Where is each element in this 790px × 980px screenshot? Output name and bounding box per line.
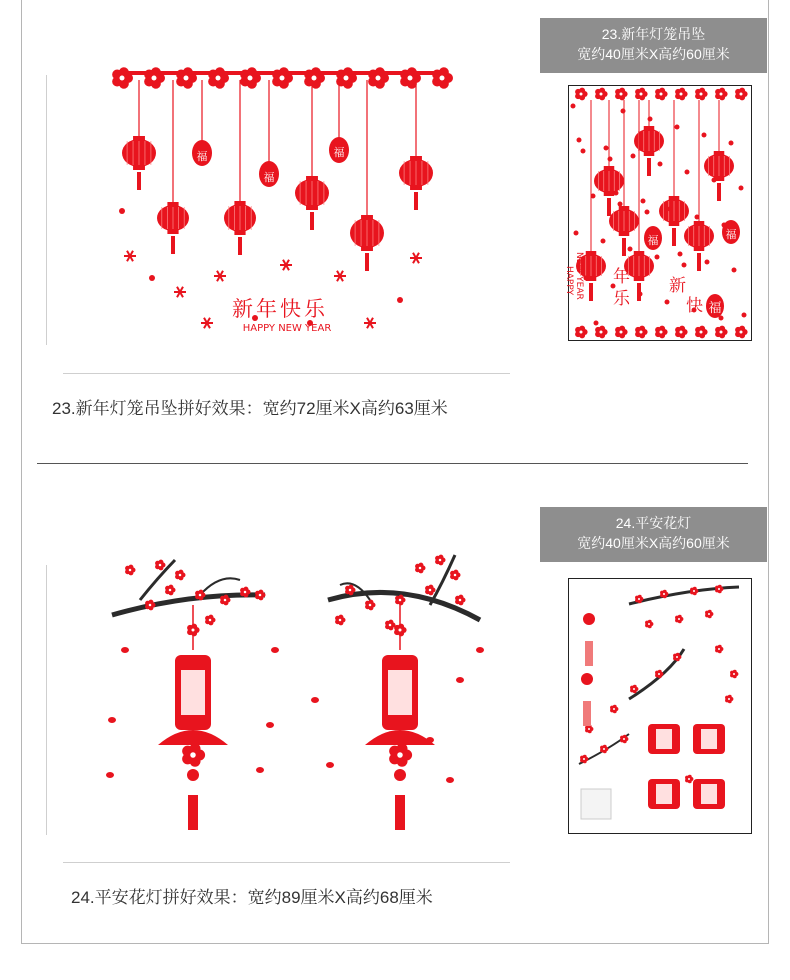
blossom-center <box>660 331 663 334</box>
sheet-dot <box>648 117 653 122</box>
lantern-tassel <box>414 192 418 210</box>
blossom-petal <box>178 570 183 575</box>
sheet-dot <box>608 157 613 162</box>
blossom-petal <box>338 615 343 620</box>
blossom-petal <box>679 326 685 332</box>
sheet-char-le: 乐 <box>613 289 630 309</box>
blossom-petal <box>348 585 353 590</box>
confetti-dot <box>149 275 155 281</box>
lantern-base <box>167 230 178 234</box>
blossom-center <box>159 564 162 567</box>
blossom-petal <box>718 585 722 589</box>
falling-petal <box>256 767 264 773</box>
sheet-tassel <box>585 641 593 666</box>
blossom-center <box>600 331 603 334</box>
sheet-dot <box>675 125 680 130</box>
blossom-center <box>663 593 665 595</box>
blossom-center <box>580 93 583 96</box>
preview-left-rule <box>46 75 47 345</box>
fu-character: 福 <box>333 146 345 159</box>
fu-character: 福 <box>196 150 208 163</box>
sheet-knot <box>583 613 595 625</box>
sheet-dot <box>702 133 707 138</box>
sheet-fu: 福 <box>725 228 737 241</box>
product-section-23 <box>0 0 790 465</box>
lantern-base <box>234 231 245 235</box>
blossom-center <box>459 599 462 602</box>
blossom-petal <box>583 755 587 759</box>
lantern-tassel <box>672 228 676 246</box>
blossom-petal <box>258 590 263 595</box>
blossom-center <box>620 93 623 96</box>
sheet-char-kuai: 快 <box>686 296 703 316</box>
blossom-center <box>349 589 352 592</box>
falling-petal <box>311 697 319 703</box>
falling-petal <box>266 722 274 728</box>
lantern-tassel <box>238 237 242 255</box>
blossom-petal <box>191 624 197 630</box>
blossom-petal <box>659 88 665 94</box>
blossom-petal <box>158 560 163 565</box>
lantern-tassel <box>607 198 611 216</box>
lantern-base <box>669 222 680 226</box>
blossom-center <box>184 76 189 81</box>
sheet-lamp-panel <box>701 784 717 804</box>
blossom-petal <box>398 624 404 630</box>
product-caption: 23.新年灯笼吊坠拼好效果：宽约72厘米X高约63厘米 <box>52 399 448 418</box>
lantern-tassel <box>137 172 141 190</box>
blossom-center <box>429 589 432 592</box>
blossom-petal <box>719 88 725 94</box>
blossom-petal <box>719 326 725 332</box>
sheet-dot <box>732 268 737 273</box>
blossom-center <box>640 331 643 334</box>
caption-rule <box>63 862 510 863</box>
lamp-knot <box>394 769 406 781</box>
blossom-center <box>120 76 125 81</box>
blossom-center <box>718 588 720 590</box>
blossom-center <box>603 748 605 750</box>
blossom-petal <box>619 326 625 332</box>
sticker-sheet-24 <box>568 578 752 834</box>
blossom-petal <box>658 670 662 674</box>
sheet-dot <box>665 300 670 305</box>
confetti-dot <box>119 208 125 214</box>
product-caption: 24.平安花灯拼好效果：宽约89厘米X高约68厘米 <box>71 888 433 907</box>
sheet-dot <box>601 239 606 244</box>
lantern-garland-illustration <box>100 68 460 358</box>
blossom-center <box>688 778 690 780</box>
blossom-petal <box>613 705 617 709</box>
sticker-sheet-23 <box>564 85 752 341</box>
blossom-petal <box>699 326 705 332</box>
blossom-center <box>588 728 590 730</box>
sheet-dot <box>641 199 646 204</box>
sheet-dot <box>729 141 734 146</box>
blossom-center <box>708 613 710 615</box>
blossom-center <box>720 93 723 96</box>
blossom-center <box>676 656 678 658</box>
section-divider <box>37 463 748 464</box>
lamp-panel <box>181 670 205 715</box>
sheet-lamp-panel <box>701 729 717 749</box>
sheet-dot <box>594 321 599 326</box>
blossom-center <box>399 599 402 602</box>
sheet-dot <box>678 252 683 257</box>
blossom-petal <box>458 595 463 600</box>
blossom-petal <box>679 88 685 94</box>
blossom-center <box>638 598 640 600</box>
blossom-petal <box>388 620 393 625</box>
lantern-base <box>361 247 373 251</box>
preview-left-rule <box>46 565 47 835</box>
blossom-petal <box>223 595 228 600</box>
blossom-petal <box>148 600 153 605</box>
blossom-center <box>376 76 381 81</box>
blossom-center <box>190 752 196 758</box>
blossom-petal <box>699 88 705 94</box>
blossom-center <box>660 93 663 96</box>
falling-petal <box>476 647 484 653</box>
sheet-dot <box>719 316 724 321</box>
blossom-petal <box>739 326 745 332</box>
lantern-tassel <box>589 283 593 301</box>
blossom-center <box>149 604 152 607</box>
english-greeting-text: HAPPY NEW YEAR <box>242 323 332 334</box>
blossom-center <box>733 673 735 675</box>
sheet-lamp-panel <box>656 729 672 749</box>
blossom-center <box>600 93 603 96</box>
blossom-petal <box>708 610 712 614</box>
blossom-petal <box>659 326 665 332</box>
sheet-char-nian: 年 <box>613 267 630 287</box>
blossom-center <box>192 629 195 632</box>
confetti-dot <box>397 297 403 303</box>
sheet-dot <box>628 247 633 252</box>
blossom-petal <box>397 743 408 754</box>
blossom-petal <box>688 775 692 779</box>
sheet-dot <box>668 207 673 212</box>
lantern-base <box>306 206 318 210</box>
blossom-center <box>740 93 743 96</box>
blossom-center <box>620 331 623 334</box>
blossom-petal <box>603 745 607 749</box>
product-name: 24.平安花灯 <box>615 515 692 531</box>
sheet-dot <box>739 186 744 191</box>
lantern-base <box>133 166 145 170</box>
sheet-char-xin: 新 <box>669 276 686 296</box>
lantern-preview <box>100 68 460 358</box>
blossom-center <box>389 624 392 627</box>
blossom-petal <box>198 590 203 595</box>
blossom-center <box>280 76 285 81</box>
lamp-tassel <box>395 795 405 830</box>
blossom-center <box>658 673 660 675</box>
lantern-tassel <box>647 158 651 176</box>
sheet-dot <box>682 263 687 268</box>
page-frame-bottom <box>21 943 769 944</box>
lamp-tassel <box>188 795 198 830</box>
blossom-center <box>248 76 253 81</box>
blossom-petal <box>243 587 248 592</box>
blossom-center <box>700 331 703 334</box>
sheet-dot <box>618 202 623 207</box>
blossom-petal <box>733 670 737 674</box>
plum-branch <box>112 595 265 615</box>
sheet-dot <box>695 215 700 220</box>
sheet-knot <box>581 673 593 685</box>
lantern-tassel <box>717 183 721 201</box>
blossom-center <box>583 758 585 760</box>
sheet-dot <box>685 170 690 175</box>
flower-lamp-preview <box>100 550 500 850</box>
blossom-center <box>129 569 132 572</box>
blossom-petal <box>619 88 625 94</box>
sheet-fu: 福 <box>708 301 722 316</box>
blossom-center <box>440 76 445 81</box>
blossom-petal <box>398 595 403 600</box>
falling-petal <box>446 777 454 783</box>
lantern-base <box>644 152 655 156</box>
blossom-center <box>209 619 212 622</box>
sheet-lamp-panel <box>656 784 672 804</box>
blossom-center <box>312 76 317 81</box>
product-label <box>540 18 767 73</box>
blossom-center <box>259 594 262 597</box>
blossom-center <box>454 574 457 577</box>
sheet-dot <box>581 149 586 154</box>
plum-branch <box>200 578 240 595</box>
falling-petal <box>108 717 116 723</box>
blossom-petal <box>368 600 373 605</box>
blossom-petal <box>579 88 585 94</box>
blossom-petal <box>599 326 605 332</box>
blossom-center <box>339 619 342 622</box>
sheet-dot <box>658 162 663 167</box>
blossom-center <box>613 708 615 710</box>
sheet-dot <box>571 104 576 109</box>
blossom-petal <box>418 563 423 568</box>
blossom-petal <box>648 620 652 624</box>
fu-character: 福 <box>263 171 275 184</box>
sheet-fu: 福 <box>647 234 659 247</box>
blossom-center <box>179 574 182 577</box>
blossom-petal <box>168 585 173 590</box>
sheet-tassel <box>583 701 591 726</box>
lantern-tassel <box>171 236 175 254</box>
blossom-center <box>700 93 703 96</box>
blossom-petal <box>633 685 637 689</box>
sheet-small-sticker <box>581 789 611 819</box>
sheet-dot <box>577 138 582 143</box>
blossom-petal <box>128 565 133 570</box>
blossom-center <box>740 331 743 334</box>
lamp-fan <box>158 730 228 745</box>
blossom-petal <box>693 587 697 591</box>
blossom-center <box>169 589 172 592</box>
sheet-dot <box>638 292 643 297</box>
blossom-petal <box>739 88 745 94</box>
falling-petal <box>121 647 129 653</box>
sheet-dot <box>604 146 609 151</box>
product-section-24 <box>0 490 790 943</box>
lantern-tassel <box>697 253 701 271</box>
lantern-base <box>694 247 705 251</box>
blossom-petal <box>190 743 201 754</box>
blossom-center <box>397 752 403 758</box>
blossom-petal <box>728 695 732 699</box>
blossom-center <box>199 594 202 597</box>
falling-petal <box>456 677 464 683</box>
lantern-base <box>604 192 615 196</box>
blossom-petal <box>453 570 458 575</box>
lamp-panel <box>388 670 412 715</box>
blossom-center <box>439 559 442 562</box>
blossom-center <box>633 688 635 690</box>
sheet-vertical-english: HAPPY <box>564 266 574 296</box>
blossom-petal <box>623 735 627 739</box>
caption-rule <box>63 373 510 374</box>
blossom-petal <box>638 595 642 599</box>
sheet-dot <box>655 255 660 260</box>
blossom-petal <box>663 590 667 594</box>
blossom-center <box>693 590 695 592</box>
sheet-dot <box>621 109 626 114</box>
sheet-dot <box>614 191 619 196</box>
sheet-dot <box>645 210 650 215</box>
blossom-petal <box>579 326 585 332</box>
falling-petal <box>106 772 114 778</box>
sheet-dot <box>574 231 579 236</box>
lantern-tassel <box>622 238 626 256</box>
sheet-dot <box>705 260 710 265</box>
blossom-center <box>718 648 720 650</box>
blossom-center <box>399 629 402 632</box>
blossom-center <box>419 567 422 570</box>
blossom-center <box>728 698 730 700</box>
blossom-center <box>344 76 349 81</box>
lantern-tassel <box>365 253 369 271</box>
flower-lamp-illustration <box>100 550 500 850</box>
blossom-petal <box>639 326 645 332</box>
sheet-dot <box>712 178 717 183</box>
blossom-center <box>640 93 643 96</box>
blossom-petal <box>599 88 605 94</box>
blossom-center <box>580 331 583 334</box>
sticker-sheet-23-art <box>564 86 751 340</box>
blossom-petal <box>639 88 645 94</box>
blossom-center <box>408 76 413 81</box>
blossom-petal <box>438 555 443 560</box>
falling-petal <box>326 762 334 768</box>
sticker-sheet-24-art <box>569 579 751 833</box>
falling-petal <box>426 737 434 743</box>
blossom-center <box>680 93 683 96</box>
lantern-tassel <box>310 212 314 230</box>
blossom-petal <box>676 653 680 657</box>
sheet-dot <box>631 154 636 159</box>
greeting-text: 新年快乐 <box>232 297 328 321</box>
product-size: 宽约40厘米X高约60厘米 <box>577 46 730 62</box>
lamp-fan <box>365 730 435 745</box>
blossom-center <box>216 76 221 81</box>
sheet-vertical-english: NEW YEAR <box>574 252 584 300</box>
blossom-petal <box>678 615 682 619</box>
blossom-center <box>680 331 683 334</box>
lantern-base <box>619 232 630 236</box>
sheet-dot <box>722 223 727 228</box>
lantern-base <box>634 277 645 281</box>
lamp-knot <box>187 769 199 781</box>
blossom-center <box>720 331 723 334</box>
blossom-center <box>244 591 247 594</box>
blossom-petal <box>208 615 213 620</box>
blossom-center <box>648 623 650 625</box>
lantern-base <box>410 186 422 190</box>
blossom-center <box>678 618 680 620</box>
sheet-dot <box>742 313 747 318</box>
garland-band <box>116 71 442 75</box>
blossom-center <box>152 76 157 81</box>
product-size: 宽约40厘米X高约60厘米 <box>577 535 730 551</box>
blossom-center <box>369 604 372 607</box>
blossom-petal <box>428 585 433 590</box>
falling-petal <box>271 647 279 653</box>
product-name: 23.新年灯笼吊坠 <box>601 26 706 42</box>
product-label <box>540 507 767 562</box>
sheet-dot <box>591 194 596 199</box>
blossom-center <box>224 599 227 602</box>
blossom-petal <box>718 645 722 649</box>
blossom-center <box>623 738 625 740</box>
